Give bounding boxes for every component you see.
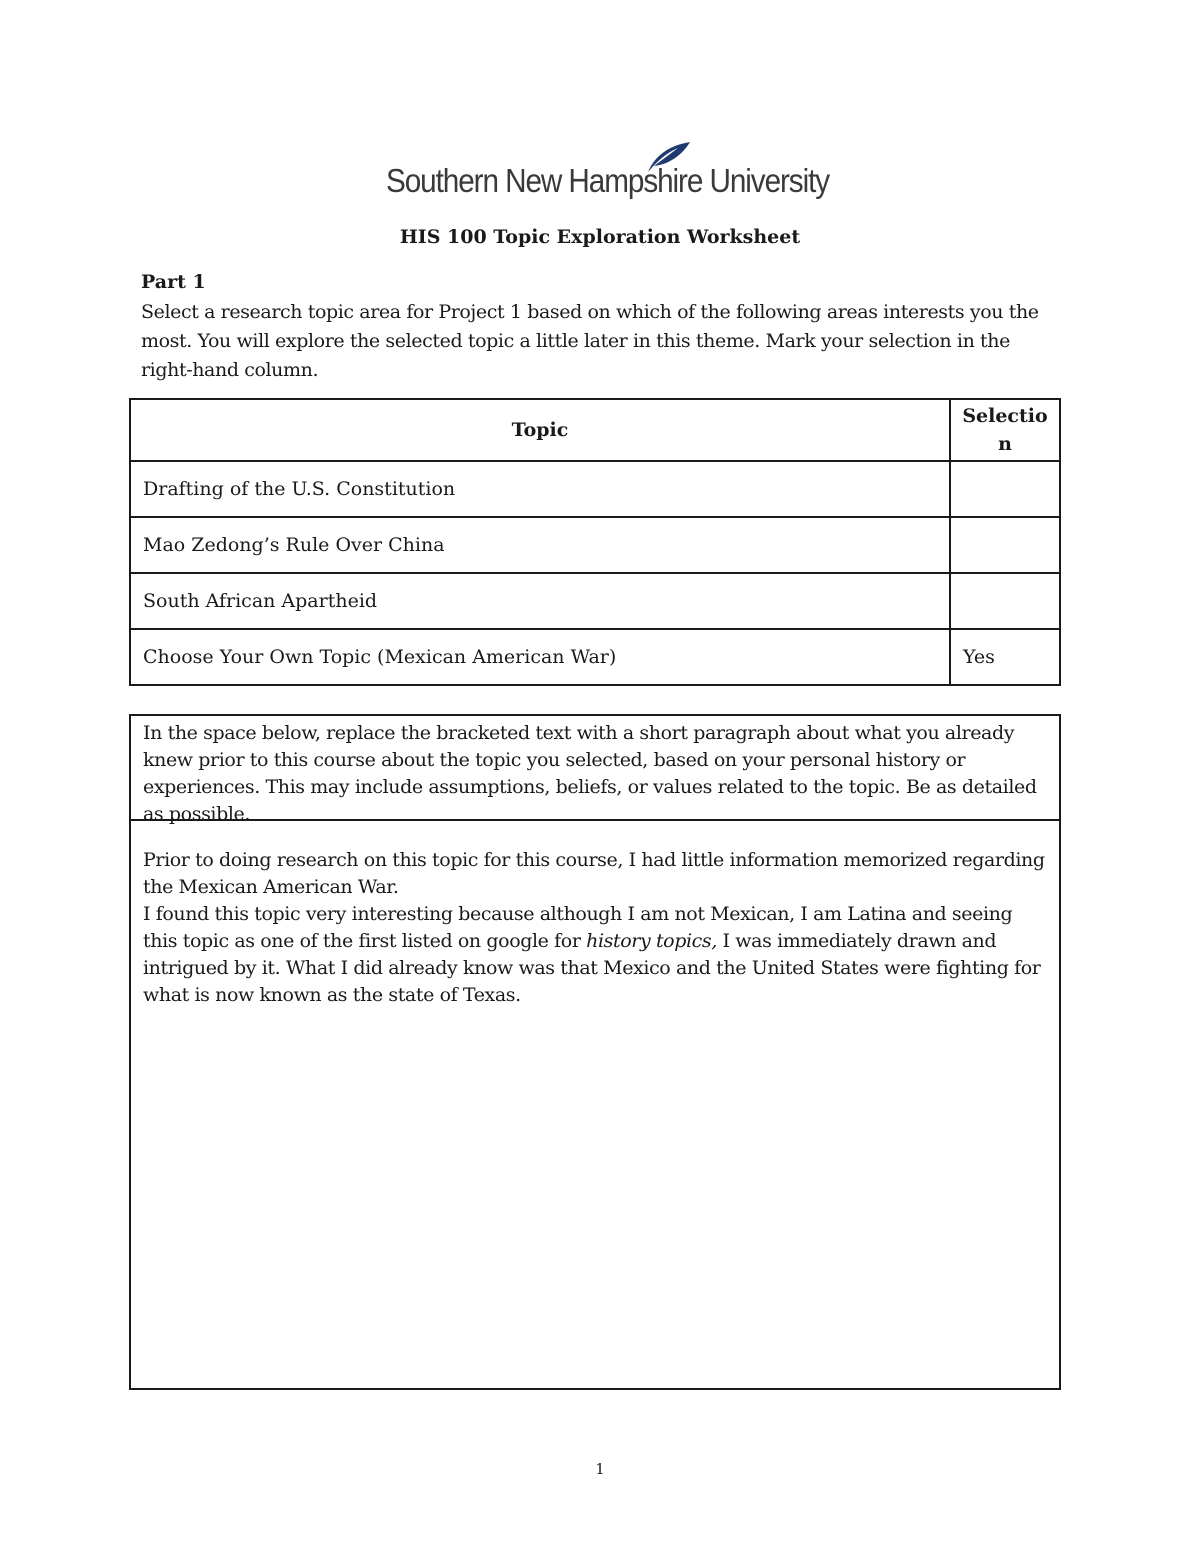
intro-paragraph: Select a research topic area for Project 1 based on which of the following areas interests you the most. You will explore the selected topic a little later in this theme. Mark your selection in the right-hand column. [141, 301, 1039, 381]
answer-paragraph-2 [143, 901, 1047, 1009]
response-answer[interactable] [131, 821, 1059, 1009]
selection-column-header: Selectio n [950, 399, 1060, 461]
topic-cell: Mao Zedong’s Rule Over China [130, 517, 950, 573]
part-heading: Part 1 [141, 271, 206, 293]
table-row [130, 517, 1060, 573]
answer-italic-text: history topics, [586, 930, 717, 952]
topic-cell: South African Apartheid [130, 573, 950, 629]
topic-cell: Drafting of the U.S. Constitution [130, 461, 950, 517]
table-row [130, 461, 1060, 517]
table-row [130, 573, 1060, 629]
selection-cell[interactable]: Yes [950, 629, 1060, 685]
selection-cell[interactable] [950, 461, 1060, 517]
table-header-row [130, 399, 1060, 461]
document-title: HIS 100 Topic Exploration Worksheet [399, 226, 801, 248]
answer-text-end: I was immediately drawn and intrigued by it. What I did already know was that Mexico and the United States were fighting for what is now known as the state of Texas. [143, 930, 1041, 1006]
logo-wordmark: Southern New Hampshire University [386, 162, 830, 199]
response-prompt: In the space below, replace the bracketed text with a short paragraph about what you already knew prior to this course about the topic you selected, based on your personal history or experiences. This may include assumptions, beliefs, or values related to the topic. Be as detailed as possible. [131, 716, 1059, 821]
topic-cell: Choose Your Own Topic (Mexican American War) [130, 629, 950, 685]
answer-text-start: I found this topic very interesting because although I am not Mexican, I am Latina and seeing this topic as one of the first listed on google for [143, 903, 1013, 952]
table-row [130, 629, 1060, 685]
response-box [129, 714, 1061, 1390]
selection-cell[interactable] [950, 517, 1060, 573]
topic-column-header: Topic [130, 399, 950, 461]
topic-table [129, 398, 1061, 686]
leaf-icon [644, 140, 694, 174]
selection-cell[interactable] [950, 573, 1060, 629]
university-logo [386, 140, 830, 208]
page-number: 1 [595, 1460, 605, 1478]
answer-paragraph-1: Prior to doing research on this topic for this course, I had little information memorized regarding the Mexican American War. [143, 849, 1045, 898]
